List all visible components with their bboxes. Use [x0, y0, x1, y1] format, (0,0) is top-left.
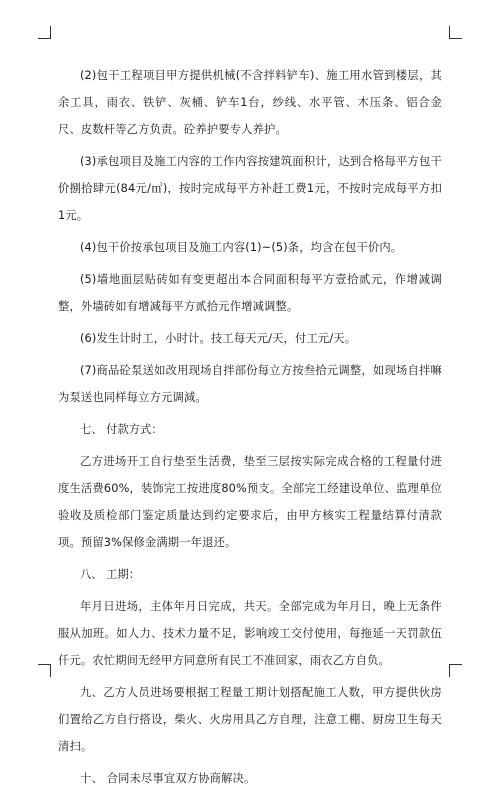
section-10-body: 十、 合同未尽事宜双方协商解决。 — [80, 772, 256, 785]
clause-2: (2)包干工程项目甲方提供机械(不含拌料铲车)、施工用水管到楼层，其余工具，雨衣、铁铲、灰桶、铲车1台，纱线、水平管、木压条、铝合金尺、皮数杆等乙方负责。砼养护要专人养护。 — [58, 69, 442, 136]
clause-3: (3)承包项目及施工内容的工作内容按建筑面积计，达到合格每平方包干价捌拾肆元(84元/㎡)，按时完成每平方补赶工费1元，不按时完成每平方扣1元。 — [58, 155, 442, 222]
document-page — [58, 62, 442, 797]
crop-mark-bottom-right — [449, 664, 462, 677]
section-9-body: 九、乙方人员进场要根据工程量工期计划搭配施工人数，甲方提供伙房们置给乙方自行搭设，柴火、火房用具乙方自理，注意工棚、厨房卫生每天清扫。 — [58, 686, 442, 753]
section-8-heading: 八、 工期： — [80, 568, 141, 581]
crop-mark-top-left — [38, 26, 51, 39]
section-8-body: 年月日进场，主体年月日完成，共天。全部完成为年月日，晚上无条件服从加班。如人力、技术力量不足，影响竣工交付使用，每拖延一天罚款伍仟元。农忙期间无经甲方同意所有民工不准回家，雨衣乙方自负。 — [58, 600, 442, 667]
clause-6: (6)发生计时工，小时计。技工每天元/天，付工元/天。 — [80, 332, 357, 345]
crop-mark-bottom-left — [38, 664, 51, 677]
section-7-body: 乙方进场开工自行垫至生活费，垫至三层按实际完成合格的工程量付进度生活费60%，装饰完工按进度80%预支。全部完工经建设单位、监理单位验收及质检部门鉴定质量达到约定要求后，由甲方核实工程量结算付清款项。预留3%保修金满期一年退还。 — [58, 455, 442, 549]
crop-mark-top-right — [449, 26, 462, 39]
clause-7: (7)商品砼泵送如改用现场自拌部份每立方按叁拾元调整，如现场自拌嘛 为泵送也同样每立方元调減。 — [58, 364, 442, 404]
clause-5: (5)墙地面层贴砖如有变更超出本合同面积每平方壹拾贰元，作增减调整，外墙砖如有增减每平方贰拾元作增减调整。 — [58, 273, 442, 313]
clause-4: (4)包干价按承包项目及施工内容(1)~(5)条，均含在包干价内。 — [80, 241, 403, 254]
section-7-heading: 七、 付款方式： — [80, 423, 163, 436]
